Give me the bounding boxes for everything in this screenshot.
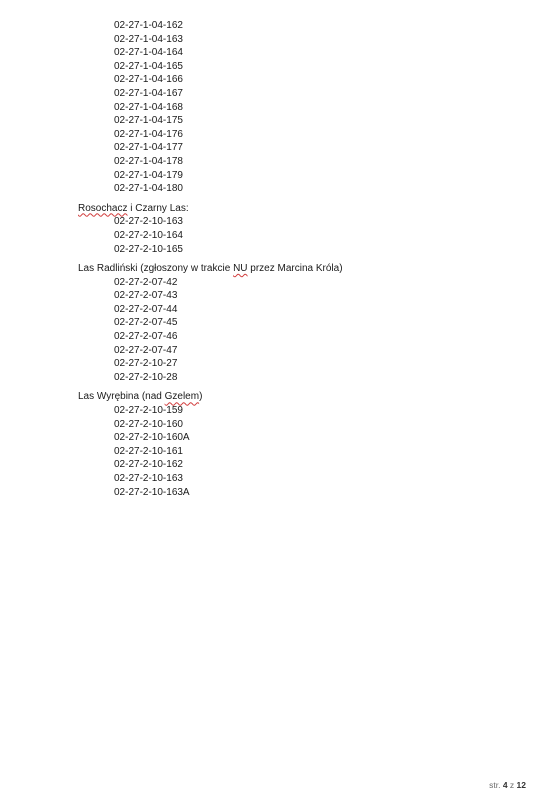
parcel-number: 02-27-1-04-168 — [114, 101, 183, 113]
parcel-number: 02-27-2-07-46 — [114, 331, 178, 343]
parcel-number: 02-27-1-04-178 — [114, 155, 183, 167]
section-heading — [78, 262, 518, 276]
page-number-prefix: str. — [489, 780, 503, 790]
spellcheck-flagged-word: Rosochacz — [78, 202, 128, 214]
parcel-list — [78, 215, 518, 256]
parcel-number: 02-27-2-07-43 — [114, 290, 178, 302]
parcel-number: 02-27-2-10-163 — [114, 473, 183, 484]
document-section — [78, 390, 518, 499]
parcel-number: 02-27-2-10-27 — [114, 358, 178, 370]
parcel-number: 02-27-2-10-159 — [114, 405, 183, 417]
current-page-number: 4 — [502, 780, 508, 790]
parcel-number: 02-27-2-07-47 — [114, 344, 178, 356]
parcel-number: 02-27-1-04-163 — [114, 33, 183, 45]
document-section — [78, 202, 518, 256]
document-content — [78, 19, 518, 499]
heading-text: Las Radliński (zgłoszony w trakcie — [78, 263, 234, 275]
parcel-number: 02-27-1-04-165 — [114, 60, 183, 72]
total-page-count: 12 — [516, 780, 526, 790]
page-number-separator: z — [507, 780, 517, 790]
heading-text: ) — [199, 391, 203, 403]
parcel-list — [78, 276, 518, 385]
document-section — [78, 262, 518, 384]
parcel-number: 02-27-2-10-163 — [114, 216, 183, 228]
parcel-number: 02-27-2-07-44 — [114, 303, 178, 315]
heading-text: Las Wyrębina (nad — [78, 391, 165, 403]
parcel-number: 02-27-2-10-161 — [114, 445, 183, 457]
spellcheck-flagged-word: NU — [233, 263, 248, 275]
parcel-list — [78, 404, 518, 499]
spellcheck-flagged-word: Gzelem — [164, 391, 200, 403]
document-section — [78, 19, 518, 196]
parcel-number: 02-27-2-10-163A — [114, 486, 190, 498]
parcel-number: 02-27-1-04-180 — [114, 183, 183, 195]
parcel-number: 02-27-1-04-166 — [114, 74, 183, 86]
parcel-number: 02-27-1-04-164 — [114, 47, 183, 59]
page-number-footer — [489, 780, 526, 790]
parcel-number: 02-27-1-04-177 — [114, 142, 183, 154]
heading-text: i Czarny Las: — [127, 202, 189, 214]
parcel-number: 02-27-2-10-162 — [114, 459, 183, 471]
parcel-number: 02-27-2-10-164 — [114, 229, 183, 241]
parcel-number: 02-27-1-04-175 — [114, 115, 183, 127]
parcel-number: 02-27-2-10-160A — [114, 432, 190, 444]
parcel-number: 02-27-2-10-160 — [114, 418, 183, 430]
parcel-number: 02-27-1-04-162 — [114, 20, 183, 31]
heading-text: przez Marcina Króla) — [247, 263, 343, 275]
parcel-number: 02-27-2-10-28 — [114, 371, 178, 383]
parcel-number: 02-27-1-04-176 — [114, 128, 183, 140]
parcel-number: 02-27-2-07-45 — [114, 317, 178, 329]
parcel-number: 02-27-2-07-42 — [114, 276, 178, 288]
parcel-list — [78, 19, 518, 196]
section-heading — [78, 390, 518, 404]
section-heading — [78, 202, 518, 216]
parcel-number: 02-27-1-04-167 — [114, 87, 183, 99]
parcel-number: 02-27-1-04-179 — [114, 169, 183, 181]
parcel-number: 02-27-2-10-165 — [114, 243, 183, 255]
